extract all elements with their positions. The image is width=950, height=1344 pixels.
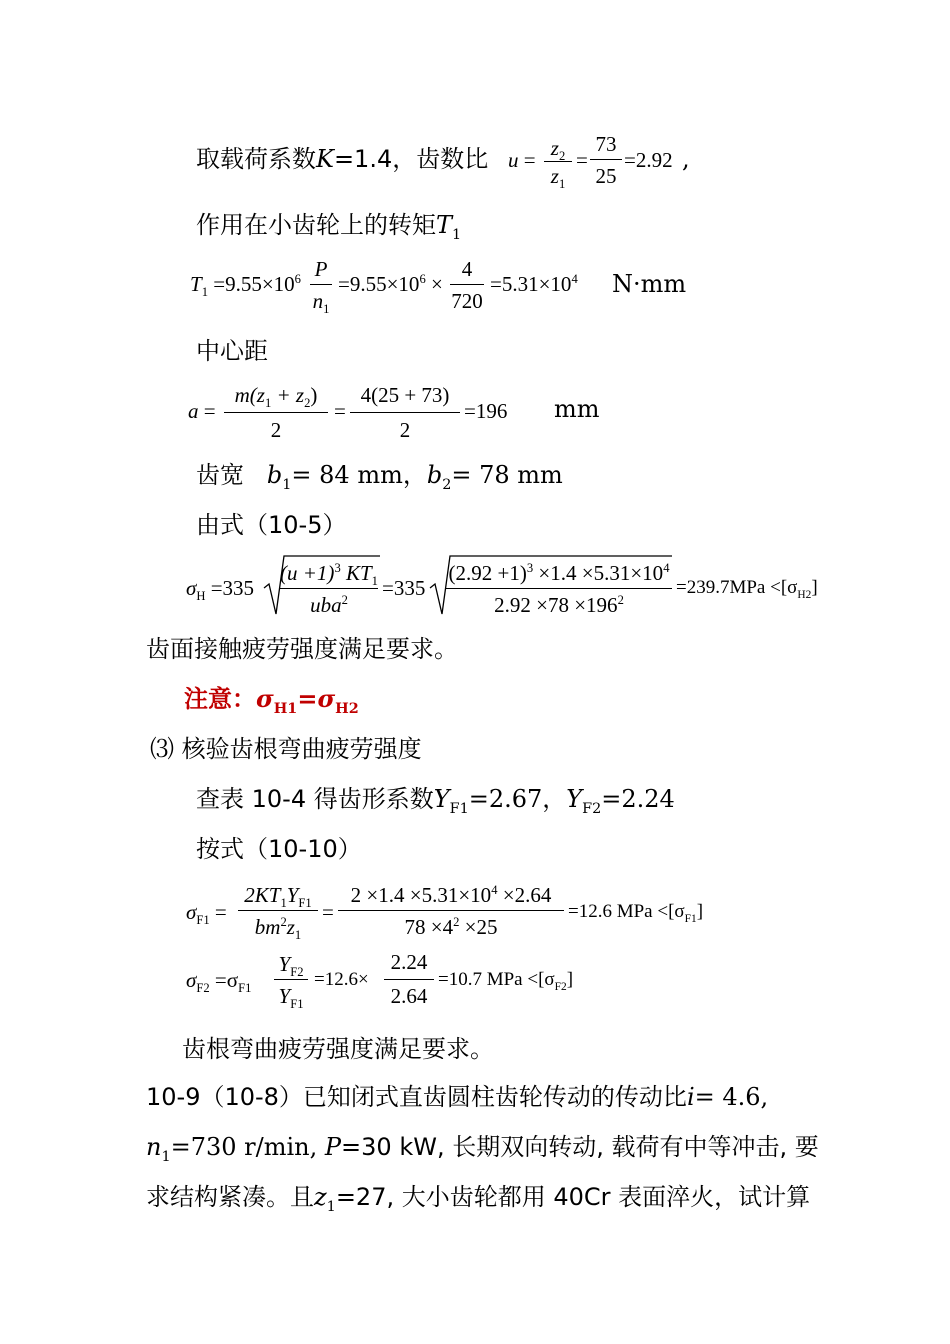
bending-ok-text: 齿根弯曲疲劳强度满足要求。	[182, 1035, 494, 1063]
note-line: 注意：$\sigma_{H1}=\sigma_{H2}$	[184, 684, 359, 717]
eq: =	[334, 399, 346, 423]
frac-264: 2.64	[390, 984, 428, 1008]
problem-10-9-line3: 求结构紧凑。且$z_1=27$, 大小齿轮都用 40Cr 表面淬火，试计算	[146, 1183, 811, 1215]
var-K: K	[316, 145, 334, 173]
frac-720: 720	[451, 289, 483, 313]
eq: =	[322, 900, 334, 924]
center-distance-label: 中心距	[196, 337, 268, 365]
frac-YF2: $Y_{F2}$	[278, 952, 304, 980]
frac-z2: $z_2$	[550, 136, 566, 164]
ratio-result: =2.92	[624, 148, 673, 172]
frac-den2: $78 \times 4^2 \times 25$	[404, 915, 498, 939]
frac-bar	[384, 979, 434, 980]
sqrt-num2: $(2.92 +1)^3 \times 1.4 \times 5.31\times 10^4$	[448, 561, 670, 585]
torque-line: 作用在小齿轮上的转矩$T_1$	[196, 211, 462, 243]
sqrt-den1: uba$^2$	[310, 593, 348, 617]
torque-result: $=5.31\times 10^4$	[490, 272, 578, 296]
text: 取载荷系数	[196, 145, 316, 173]
frac-bar	[446, 588, 672, 589]
eq-335: =335	[382, 576, 426, 600]
center-distance-result: =196	[464, 399, 508, 423]
contact-ok-text: 齿面接触疲劳强度满足要求。	[146, 635, 458, 663]
text: =1.4，齿数比	[333, 145, 489, 173]
form-factor-line: 查表 10-4 得齿形系数$Y_{F1}=2.67$，$Y_{F2}=2.24$	[196, 785, 675, 817]
gear-ratio-u: u =	[508, 148, 536, 172]
face-width-line: 齿宽 $b_1= 84$ mm，$b_2= 78$ mm	[196, 461, 563, 493]
comma: ,	[682, 145, 690, 173]
problem-10-9-line1: 10-9（10-8）已知闭式直齿圆柱齿轮传动的传动比i= 4.6,	[146, 1083, 769, 1111]
eq: =	[576, 148, 588, 172]
bending-stress-f2-result: =10.7 MPa $<[\sigma_{F2}]$	[438, 969, 574, 993]
torque-unit: N·mm	[612, 270, 687, 298]
frac-bar	[450, 284, 484, 285]
frac-bar	[350, 412, 460, 413]
frac-den2: 2	[399, 418, 411, 442]
bending-stress-f2-lhs: $\sigma_{F2} =\sigma_{F1}$	[186, 968, 252, 996]
frac-bar	[280, 588, 378, 589]
bending-mid: =12.6×	[314, 969, 369, 990]
frac-73: 73	[595, 132, 617, 156]
sqrt-den2: $2.92 \times 78 \times 196^2$	[494, 593, 624, 617]
sqrt-num1: $(u +1)^3$ $KT_1$	[280, 561, 378, 589]
frac-224: 2.24	[390, 950, 428, 974]
frac-num2: $2 \times 1.4 \times 5.31\times 10^4 \times 2.64$	[350, 883, 552, 907]
eq-ref-10-5: 由式（10-5）	[196, 511, 347, 539]
frac-bar	[590, 159, 622, 160]
frac-den: $bm^2z_1$	[254, 915, 302, 943]
frac-4: 4	[461, 257, 473, 281]
torque-mid: $=9.55\times 10^6$ ×	[338, 272, 443, 296]
frac-bar	[224, 412, 328, 413]
load-coefficient-line	[196, 144, 488, 174]
frac-num2: 4(25 + 73)	[360, 383, 450, 407]
contact-stress-lhs: $\sigma_H =335$	[186, 576, 255, 604]
frac-bar	[238, 910, 318, 911]
problem-10-9-line2: $n_1=730$ r/min, P=30 kW, 长期双向转动, 载荷有中等冲击, 要	[146, 1133, 819, 1165]
bending-stress-f1-lhs: $\sigma_{F1}$ =	[186, 900, 227, 928]
torque-formula: $T_1 =9.55\times 10^6$	[190, 272, 301, 300]
frac-num: $m(z_1 + z_2)$	[234, 383, 318, 411]
frac-n1: $n_1$	[312, 289, 330, 317]
center-distance-unit: mm	[554, 395, 600, 423]
frac-bar	[544, 161, 572, 162]
frac-YF1: $Y_{F1}$	[278, 984, 304, 1012]
section-heading-3: ⑶ 核验齿根弯曲疲劳强度	[150, 735, 422, 763]
frac-num: $2KT_1Y_{F1}$	[244, 883, 312, 911]
eq-ref-10-10: 按式（10-10）	[196, 835, 362, 863]
frac-P: P	[314, 257, 328, 281]
center-distance-formula: a =	[188, 399, 216, 423]
frac-den: 2	[270, 418, 282, 442]
bending-stress-f1-result: =12.6 MPa $<[\sigma_{F1}]$	[568, 901, 704, 925]
frac-bar	[338, 910, 564, 911]
frac-bar	[310, 284, 332, 285]
contact-stress-result: $=239.7MPa <[\sigma_{H2}]$	[676, 577, 818, 601]
frac-bar	[274, 979, 308, 980]
frac-z1: $z_1$	[550, 164, 566, 192]
frac-25: 25	[595, 164, 617, 188]
